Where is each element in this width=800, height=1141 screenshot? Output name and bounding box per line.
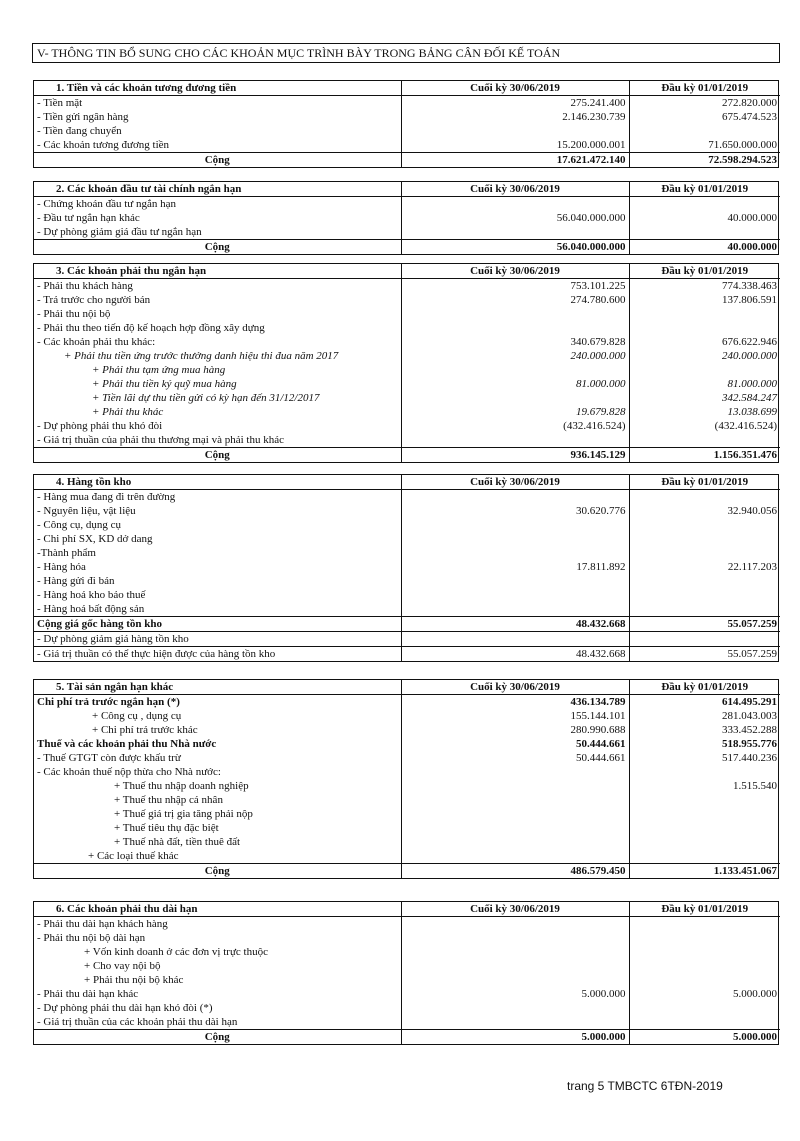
row-value-end <box>401 532 629 546</box>
section-title: 6. Các khoản phải thu dài hạn <box>34 902 401 917</box>
row-value-start <box>629 931 780 945</box>
row-label: - Công cụ, dụng cụ <box>37 518 122 531</box>
row-value-end <box>401 1001 629 1015</box>
row-value-start: 81.000.000 <box>629 377 780 391</box>
row-value-start: 32.940.056 <box>629 504 780 518</box>
row-label: - Đầu tư ngắn hạn khác <box>37 211 140 224</box>
row-value-end: 81.000.000 <box>401 377 629 391</box>
section-header-row <box>34 81 780 96</box>
row-label: + Phải thu nội bộ khác <box>84 973 184 986</box>
row-label: Cộng giá gốc hàng tồn kho <box>34 617 401 632</box>
section-short-term-investments <box>33 181 779 255</box>
row-label: + Tiền lãi dự thu tiền gửi có kỳ hạn đến 31/12/2017 <box>92 391 320 404</box>
row-value-start <box>629 835 780 849</box>
table-row <box>34 849 780 864</box>
section-header-row <box>34 902 780 917</box>
row-value-start: 272.820.000 <box>629 96 780 111</box>
table-row <box>34 211 780 225</box>
row-label: + Thuế thu nhập doanh nghiệp <box>114 779 249 792</box>
row-label: - Dự phòng phải thu khó đòi <box>37 419 163 432</box>
row-label: - Tiền gửi ngân hàng <box>37 110 129 123</box>
row-label: + Phải thu tiền ký quỹ mua hàng <box>92 377 237 390</box>
row-value-end: 240.000.000 <box>401 349 629 363</box>
row-value-start: 342.584.247 <box>629 391 780 405</box>
row-label: - Phải thu dài hạn khác <box>37 987 139 1000</box>
row-value-end <box>401 632 629 647</box>
row-label: - Hàng hoá bất động sản <box>37 602 145 615</box>
total-label: Cộng <box>34 1030 401 1045</box>
total-label: Cộng <box>34 240 401 255</box>
row-label: - Giá trị thuần của các khoản phải thu dài hạn <box>37 1015 238 1028</box>
row-label: - Phải thu nội bộ <box>37 307 111 320</box>
row-value-end <box>401 779 629 793</box>
row-value-end <box>401 588 629 602</box>
row-label: - Hàng mua đang đi trên đường <box>37 490 176 503</box>
total-row <box>34 1030 780 1045</box>
row-value-end <box>401 945 629 959</box>
row-label: - Dự phòng phải thu dài hạn khó đòi (*) <box>37 1001 213 1014</box>
table-row <box>34 779 780 793</box>
row-value-end <box>401 321 629 335</box>
section-inventory <box>33 474 779 662</box>
table-row <box>34 987 780 1001</box>
table-row <box>34 504 780 518</box>
row-value-start <box>629 124 780 138</box>
row-label: + Phải thu tạm ứng mua hàng <box>92 363 226 376</box>
row-value-end <box>401 793 629 807</box>
total-value-end: 17.621.472.140 <box>401 153 629 168</box>
table-row <box>34 96 780 111</box>
row-value-end <box>401 849 629 864</box>
row-value-start <box>629 849 780 864</box>
row-value-start <box>629 765 780 779</box>
row-label: + Công cụ , dụng cụ <box>92 709 182 722</box>
row-label: - Chi phí SX, KD dở dang <box>37 532 153 545</box>
row-label: - Dự phòng giảm giá hàng tồn kho <box>34 632 401 647</box>
row-value-start <box>629 518 780 532</box>
row-value-end: 48.432.668 <box>401 647 629 662</box>
row-value-end <box>401 124 629 138</box>
row-value-start <box>629 602 780 617</box>
row-value-end: 17.811.892 <box>401 560 629 574</box>
row-value-start: 71.650.000.000 <box>629 138 780 153</box>
column-header-start: Đầu kỳ 01/01/2019 <box>629 264 780 279</box>
table-row <box>34 349 780 363</box>
row-value-start <box>629 532 780 546</box>
row-label: - Giá trị thuần của phải thu thương mại và phải thu khác <box>37 433 284 446</box>
column-header-end: Cuối kỳ 30/06/2019 <box>401 264 629 279</box>
section-title: 5. Tài sản ngắn hạn khác <box>34 680 401 695</box>
row-value-start: 22.117.203 <box>629 560 780 574</box>
row-value-start <box>629 588 780 602</box>
column-header-end: Cuối kỳ 30/06/2019 <box>401 81 629 96</box>
table-row <box>34 279 780 294</box>
row-value-start: 240.000.000 <box>629 349 780 363</box>
row-label: + Chi phí trả trước khác <box>92 723 198 736</box>
row-label: - Tiền mặt <box>37 96 83 109</box>
row-label: - Các khoản thuế nộp thừa cho Nhà nước: <box>37 765 221 778</box>
section-title: 3. Các khoản phải thu ngắn hạn <box>34 264 401 279</box>
row-value-start <box>629 490 780 505</box>
section-table <box>34 81 780 167</box>
row-value-start <box>629 945 780 959</box>
table-row <box>34 917 780 932</box>
row-value-end <box>401 973 629 987</box>
row-value-end: 155.144.101 <box>401 709 629 723</box>
column-header-start: Đầu kỳ 01/01/2019 <box>629 81 780 96</box>
row-value-end <box>401 959 629 973</box>
row-label: + Thuế thu nhập cá nhân <box>114 793 223 806</box>
section-long-term-receivables <box>33 901 779 1045</box>
table-row <box>34 959 780 973</box>
row-value-start: 5.000.000 <box>629 987 780 1001</box>
row-value-start <box>629 546 780 560</box>
row-label: - Các khoản phải thu khác: <box>37 335 156 348</box>
table-row <box>34 723 780 737</box>
row-value-end: 56.040.000.000 <box>401 211 629 225</box>
total-label: Cộng <box>34 864 401 879</box>
section-cash <box>33 80 779 168</box>
column-header-end: Cuối kỳ 30/06/2019 <box>401 182 629 197</box>
row-value-end <box>401 835 629 849</box>
row-value-start: (432.416.524) <box>629 419 780 433</box>
row-value-start: 1.515.540 <box>629 779 780 793</box>
table-row <box>34 751 780 765</box>
row-label: + Cho vay nội bộ <box>84 959 161 972</box>
row-label: - Chứng khoán đầu tư ngắn hạn <box>37 197 177 210</box>
column-header-end: Cuối kỳ 30/06/2019 <box>401 475 629 490</box>
table-row <box>34 433 780 448</box>
row-value-end <box>401 602 629 617</box>
row-value-end <box>401 1015 629 1030</box>
table-row <box>34 737 780 751</box>
row-value-start <box>629 917 780 932</box>
row-value-end <box>401 917 629 932</box>
row-value-start <box>629 433 780 448</box>
row-label: - Thuế GTGT còn được khấu trừ <box>37 751 181 764</box>
row-label: - Trả trước cho người bán <box>37 293 151 306</box>
total-row <box>34 153 780 168</box>
column-header-start: Đầu kỳ 01/01/2019 <box>629 182 780 197</box>
table-row <box>34 695 780 710</box>
row-value-start: 55.057.259 <box>629 647 780 662</box>
row-value-start: 333.452.288 <box>629 723 780 737</box>
table-row <box>34 490 780 505</box>
row-value-end: 5.000.000 <box>401 987 629 1001</box>
table-row <box>34 632 780 647</box>
column-header-start: Đầu kỳ 01/01/2019 <box>629 680 780 695</box>
row-value-start: 55.057.259 <box>629 617 780 632</box>
row-label: - Giá trị thuần có thể thực hiện được của hàng tồn kho <box>34 647 401 662</box>
table-row <box>34 945 780 959</box>
row-value-start: 675.474.523 <box>629 110 780 124</box>
table-row <box>34 335 780 349</box>
total-row <box>34 448 780 463</box>
row-value-end <box>401 518 629 532</box>
table-row <box>34 647 780 662</box>
row-value-start: 281.043.003 <box>629 709 780 723</box>
row-label: - Phải thu nội bộ dài hạn <box>37 931 146 944</box>
row-label: - Tiền đang chuyển <box>37 124 122 137</box>
row-value-end: 753.101.225 <box>401 279 629 294</box>
table-row <box>34 419 780 433</box>
row-label: - Hàng hoá kho bảo thuế <box>37 588 146 601</box>
section-title: 2. Các khoản đầu tư tài chính ngắn hạn <box>34 182 401 197</box>
table-row <box>34 391 780 405</box>
row-value-end <box>401 307 629 321</box>
row-value-start: 614.495.291 <box>629 695 780 710</box>
row-value-start: 774.338.463 <box>629 279 780 294</box>
row-value-start <box>629 1015 780 1030</box>
section-table <box>34 902 780 1044</box>
total-value-end: 5.000.000 <box>401 1030 629 1045</box>
table-row <box>34 617 780 632</box>
row-value-start <box>629 632 780 647</box>
row-label: - Phải thu dài hạn khách hàng <box>37 917 168 930</box>
section-header-row <box>34 475 780 490</box>
row-value-end: 30.620.776 <box>401 504 629 518</box>
section-title: 4. Hàng tồn kho <box>34 475 401 490</box>
section-header-row <box>34 182 780 197</box>
row-value-end: 48.432.668 <box>401 617 629 632</box>
row-value-end: 2.146.230.739 <box>401 110 629 124</box>
row-value-start: 40.000.000 <box>629 211 780 225</box>
row-value-start <box>629 1001 780 1015</box>
section-table <box>34 182 780 254</box>
row-label: Thuế và các khoản phải thu Nhà nước <box>37 737 217 750</box>
total-value-start: 72.598.294.523 <box>629 153 780 168</box>
table-row <box>34 532 780 546</box>
row-value-end: 436.134.789 <box>401 695 629 710</box>
notes-header <box>32 43 780 63</box>
table-row <box>34 807 780 821</box>
row-value-end: 19.679.828 <box>401 405 629 419</box>
table-row <box>34 973 780 987</box>
row-value-start <box>629 973 780 987</box>
table-row <box>34 405 780 419</box>
row-value-end: 50.444.661 <box>401 751 629 765</box>
row-value-end: 50.444.661 <box>401 737 629 751</box>
row-value-start <box>629 197 780 212</box>
row-value-end: 274.780.600 <box>401 293 629 307</box>
table-row <box>34 546 780 560</box>
row-value-end <box>401 574 629 588</box>
table-row <box>34 293 780 307</box>
table-row <box>34 110 780 124</box>
total-value-start: 1.156.351.476 <box>629 448 780 463</box>
row-label: - Nguyên liệu, vật liệu <box>37 504 136 517</box>
total-label: Cộng <box>34 153 401 168</box>
row-value-end <box>401 931 629 945</box>
table-row <box>34 363 780 377</box>
table-row <box>34 321 780 335</box>
table-row <box>34 1001 780 1015</box>
row-label: + Thuế giá trị gia tăng phải nộp <box>114 807 253 820</box>
row-value-end <box>401 197 629 212</box>
notes-header-text: V- THÔNG TIN BỔ SUNG CHO CÁC KHOẢN MỤC TRÌNH BÀY TRONG BẢNG CÂN ĐỐI KẾ TOÁN <box>37 46 561 60</box>
row-label: + Các loại thuế khác <box>88 849 179 862</box>
row-value-end: 15.200.000.001 <box>401 138 629 153</box>
row-label: + Vốn kinh doanh ở các đơn vị trực thuộc <box>84 945 268 958</box>
section-table <box>34 264 780 462</box>
row-value-end <box>401 363 629 377</box>
total-value-end: 936.145.129 <box>401 448 629 463</box>
row-value-start <box>629 307 780 321</box>
row-value-end <box>401 225 629 240</box>
row-value-end <box>401 433 629 448</box>
row-value-start <box>629 793 780 807</box>
row-label: + Phải thu khác <box>92 405 164 418</box>
total-value-start: 40.000.000 <box>629 240 780 255</box>
column-header-start: Đầu kỳ 01/01/2019 <box>629 902 780 917</box>
row-label: -Thành phẩm <box>37 546 96 559</box>
row-value-end: 280.990.688 <box>401 723 629 737</box>
row-label: - Các khoản tương đương tiền <box>37 138 170 151</box>
row-label: - Hàng gửi đi bán <box>37 574 115 587</box>
row-label: - Dự phòng giảm giá đầu tư ngắn hạn <box>37 225 202 238</box>
row-value-start <box>629 363 780 377</box>
table-row <box>34 602 780 617</box>
page-footer: trang 5 TMBCTC 6TĐN-2019 <box>567 1079 723 1093</box>
row-value-start: 676.622.946 <box>629 335 780 349</box>
row-value-start <box>629 821 780 835</box>
section-header-row <box>34 264 780 279</box>
row-value-end: 275.241.400 <box>401 96 629 111</box>
column-header-start: Đầu kỳ 01/01/2019 <box>629 475 780 490</box>
section-other-current-assets <box>33 679 779 879</box>
table-row <box>34 588 780 602</box>
table-row <box>34 124 780 138</box>
total-label: Cộng <box>34 448 401 463</box>
table-row <box>34 560 780 574</box>
total-value-end: 56.040.000.000 <box>401 240 629 255</box>
row-value-end <box>401 765 629 779</box>
table-row <box>34 835 780 849</box>
row-value-start <box>629 959 780 973</box>
row-value-start <box>629 807 780 821</box>
table-row <box>34 225 780 240</box>
table-row <box>34 931 780 945</box>
row-value-start: 13.038.699 <box>629 405 780 419</box>
row-value-end <box>401 821 629 835</box>
row-value-start: 518.955.776 <box>629 737 780 751</box>
section-table <box>34 475 780 661</box>
table-row <box>34 709 780 723</box>
table-row <box>34 518 780 532</box>
row-value-end <box>401 391 629 405</box>
row-label: Chi phí trả trước ngắn hạn (*) <box>37 695 180 708</box>
table-row <box>34 307 780 321</box>
section-table <box>34 680 780 878</box>
row-label: - Hàng hóa <box>37 560 86 573</box>
total-value-end: 486.579.450 <box>401 864 629 879</box>
table-row <box>34 574 780 588</box>
row-label: - Phải thu khách hàng <box>37 279 133 292</box>
table-row <box>34 1015 780 1030</box>
row-label: + Thuế nhà đất, tiền thuê đất <box>114 835 241 848</box>
table-row <box>34 765 780 779</box>
section-short-term-receivables <box>33 263 779 463</box>
row-value-start: 137.806.591 <box>629 293 780 307</box>
row-value-start: 517.440.236 <box>629 751 780 765</box>
table-row <box>34 197 780 212</box>
row-value-start <box>629 225 780 240</box>
table-row <box>34 793 780 807</box>
table-row <box>34 138 780 153</box>
row-label: + Phải thu tiền ứng trước thưởng danh hiệu thi đua năm 2017 <box>64 349 339 362</box>
total-row <box>34 240 780 255</box>
row-label: - Phải thu theo tiến độ kế hoạch hợp đồng xây dựng <box>37 321 265 334</box>
table-row <box>34 821 780 835</box>
row-value-start <box>629 321 780 335</box>
table-row <box>34 377 780 391</box>
total-row <box>34 864 780 879</box>
total-value-start: 5.000.000 <box>629 1030 780 1045</box>
section-title: 1. Tiền và các khoản tương đương tiền <box>34 81 401 96</box>
column-header-end: Cuối kỳ 30/06/2019 <box>401 902 629 917</box>
row-value-end <box>401 546 629 560</box>
row-value-end: 340.679.828 <box>401 335 629 349</box>
section-header-row <box>34 680 780 695</box>
row-value-end: (432.416.524) <box>401 419 629 433</box>
total-value-start: 1.133.451.067 <box>629 864 780 879</box>
column-header-end: Cuối kỳ 30/06/2019 <box>401 680 629 695</box>
row-value-end <box>401 807 629 821</box>
row-value-end <box>401 490 629 505</box>
row-value-start <box>629 574 780 588</box>
row-label: + Thuế tiêu thụ đặc biệt <box>114 821 219 834</box>
